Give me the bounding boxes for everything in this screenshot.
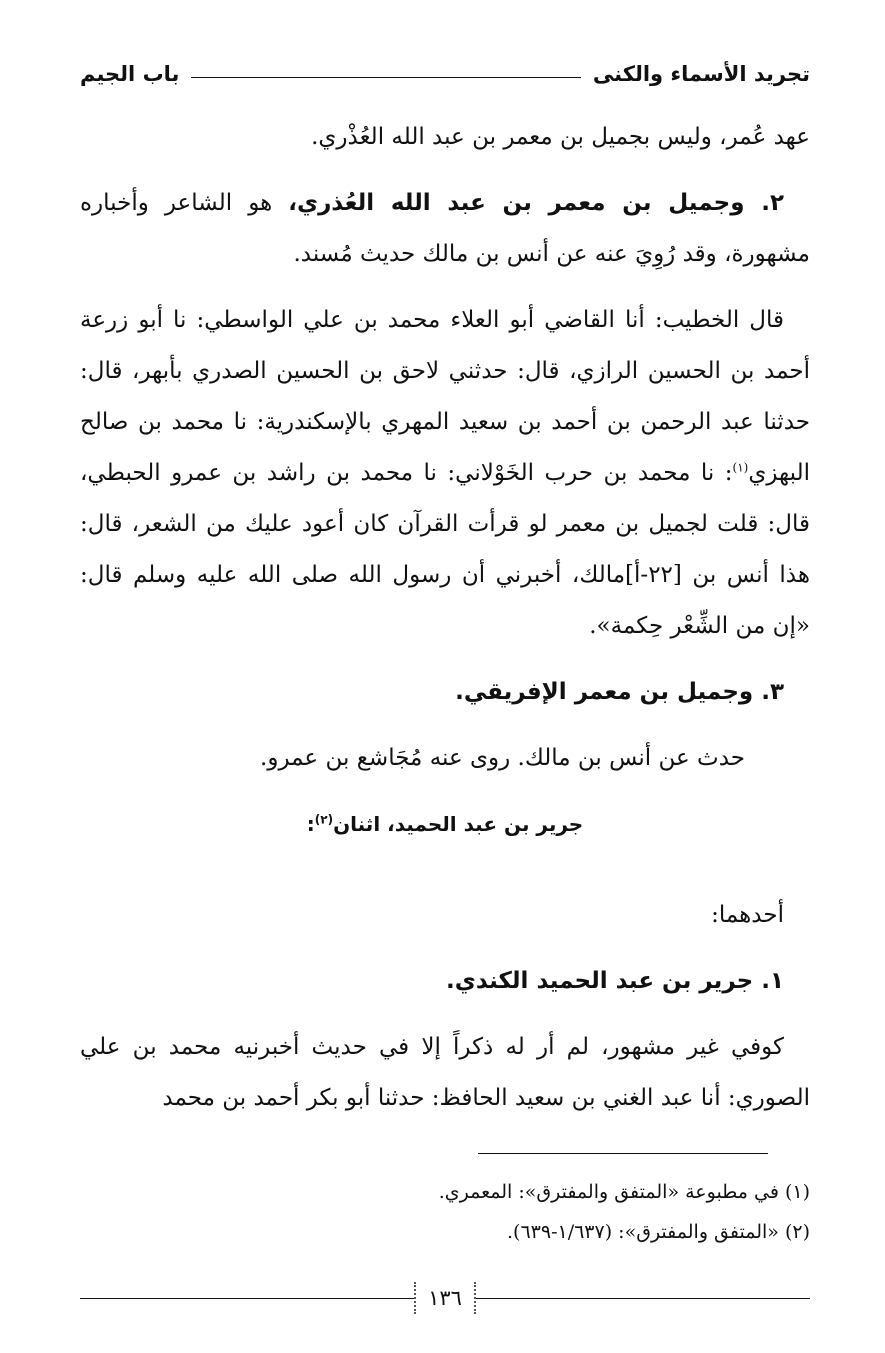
section-heading-text: جرير بن عبد الحميد، اثنان	[333, 812, 584, 836]
footnotes	[80, 1172, 810, 1252]
footer-rule-right	[476, 1298, 810, 1299]
header-rule	[191, 77, 580, 78]
header-chapter: باب الجيم	[80, 62, 180, 86]
footnote-ref-2: (٢)	[314, 812, 334, 827]
section-heading	[80, 799, 810, 850]
continued-line: عهد عُمر، وليس بجميل بن معمر بن عبد الله العُذْري.	[311, 124, 810, 150]
isnad-text-1: قال الخطيب: أنا القاضي أبو العلاء محمد بن علي الواسطي: نا أبو زرعة أحمد بن الحسين الرازي، قال: حدثني لاحق بن الحسين الصدري بأبهر، قال: حدثنا عبد الرحمن بن أحمد بن سعيد المهري بالإسكندرية: نا محمد بن صالح البهزي	[80, 307, 810, 486]
section-heading-colon: :	[306, 812, 315, 836]
footnote-2: (٢) «المتفق والمفترق»: (١/٦٣٧-٦٣٩).	[506, 1221, 810, 1243]
entry-2	[80, 178, 810, 280]
header-book-title: تجريد الأسماء والكنى	[592, 62, 810, 86]
main-text	[80, 112, 810, 1124]
entry-2-text: هو الشاعر وأخباره مشهورة، وقد رُوِيَ عنه عن أنس بن مالك حديث مُسند.	[80, 190, 810, 267]
entry-2-title: ٢. وجميل بن معمر بن عبد الله العُذري،	[288, 190, 784, 216]
first-of-them: أحدهما:	[711, 902, 784, 928]
entry-3-title: ٣. وجميل بن معمر الإفريقي.	[455, 679, 784, 705]
jarir-1-text: كوفي غير مشهور، لم أر له ذكراً إلا في حديث أخبرنيه محمد بن علي الصوري: أنا عبد الغني بن سعيد الحافظ: حدثنا أبو بكر أحمد بن محمد	[80, 1034, 810, 1111]
footnote-1: (١) في مطبوعة «المتفق والمفترق»: المعمري.	[438, 1181, 810, 1203]
footer-rule-left	[80, 1298, 414, 1299]
footnote-ref-1: (١)	[732, 460, 749, 475]
footnote-separator	[478, 1153, 768, 1154]
isnad-text-2: : نا محمد بن حرب الخَوْلاني: نا محمد بن راشد بن عمرو الحبطي، قال: قلت لجميل بن معمر لو قرأت القرآن كان أعود عليك من الشعر، قال: هذا أنس بن [٢٢-أ]مالك، أخبرني أن رسول الله صلى الله عليه وسلم قال: «إن من الشِّعْر حِكمة».	[80, 460, 810, 639]
page-number: ١٣٦	[414, 1282, 476, 1314]
running-header	[80, 52, 810, 96]
page-footer	[80, 1278, 810, 1318]
entry-3-text: حدث عن أنس بن مالك. روى عنه مُجَاشع بن عمرو.	[260, 745, 745, 771]
jarir-1-title: ١. جرير بن عبد الحميد الكندي.	[446, 968, 784, 994]
isnad-paragraph	[80, 295, 810, 652]
